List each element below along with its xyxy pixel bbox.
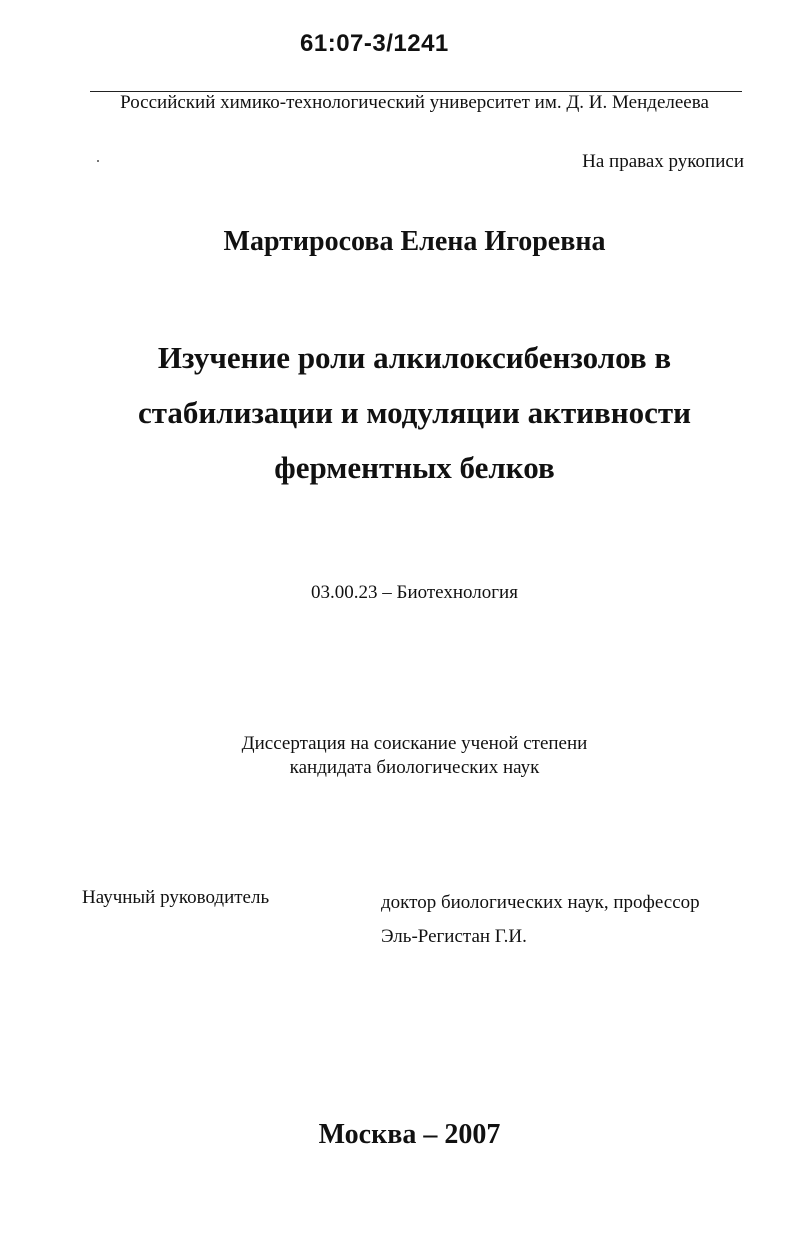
specialty-code: 03.00.23 – Биотехнология xyxy=(311,582,518,603)
title-line: стабилизации и модуляции активности xyxy=(137,395,691,430)
supervisor-info xyxy=(381,886,700,954)
city-year: Москва – 2007 xyxy=(318,1119,501,1150)
supervisor-title: доктор биологических наук, профессор xyxy=(381,892,700,913)
title-line: ферментных белков xyxy=(274,450,555,485)
degree-statement xyxy=(0,732,799,780)
title-line: Изучение роли алкилоксибензолов в xyxy=(157,340,672,375)
degree-line: Диссертация на соискание ученой степени xyxy=(241,733,588,754)
author-name: Мартиросова Елена Игоревна xyxy=(223,226,606,257)
rights-notice: На правах рукописи xyxy=(582,151,744,172)
university-name: Российский химико-технологический университет им. Д. И. Менделеева xyxy=(120,92,709,113)
supervisor-label: Научный руководитель xyxy=(82,887,270,908)
supervisor-name: Эль-Регистан Г.И. xyxy=(381,926,527,947)
archive-stamp: 61:07-3/1241 xyxy=(300,30,449,57)
degree-line: кандидата биологических наук xyxy=(289,757,540,778)
scan-speck xyxy=(97,160,99,162)
dissertation-title xyxy=(0,330,799,495)
